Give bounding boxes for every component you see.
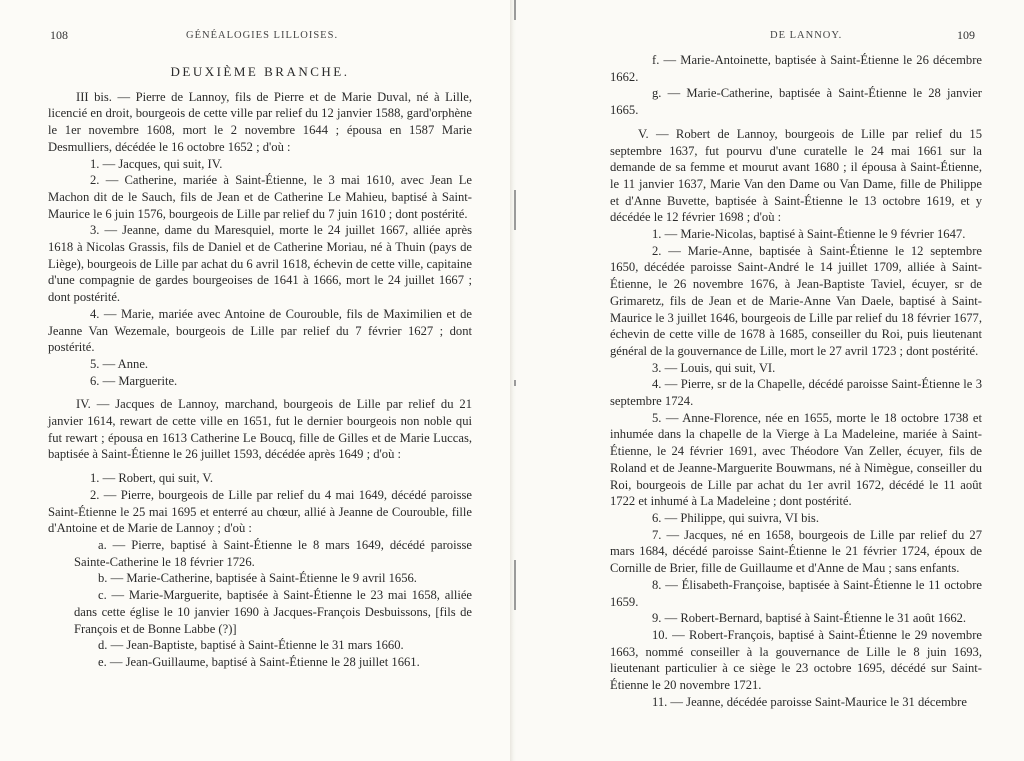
- sub-list-item: e. — Jean-Guillaume, baptisé à Saint-Étienne le 28 juillet 1661.: [98, 654, 420, 669]
- list-item: 6. — Philippe, qui suivra, VI bis.: [652, 510, 819, 525]
- gutter-mark: [514, 190, 516, 230]
- list-item: 5. — Anne-Florence, née en 1655, morte le 18 octobre 1738 et inhumée dans la chapelle de la Vierge à La Madeleine, mariée à Saint-Étienne, le 24 février 1691, avec Théodore Van Zeller, écuyer, fils de Roland et de Jeanne-Marguerite Bouwmans, né à Nimègue, conseiller du Roi, bourgeois de Lille par achat du 1er avril 1672, décédé le 11 août 1722 et inhumé à La Madeleine ; dont postérité.: [610, 410, 982, 509]
- page-number-right: 109: [957, 28, 975, 42]
- paragraph: III bis. — Pierre de Lannoy, fils de Pierre et de Marie Duval, né à Lille, licencié en droit, bourgeois de cette ville par relief du 12 janvier 1588, gard'orphène le 1er novembre 1608, mort le 2 novembre 1644 ; épousa en 1587 Marie Desmulliers, décédée le 16 octobre 1652 ; d'où :: [48, 89, 472, 154]
- sub-list-item: a. — Pierre, baptisé à Saint-Étienne le 8 mars 1649, décédé paroisse Sainte-Catherine le 18 février 1726.: [74, 537, 472, 569]
- list-item: 4. — Marie, mariée avec Antoine de Courouble, fils de Maximilien et de Jeanne Van Wezemale, bourgeois de Lille par relief du 7 février 1627 ; dont postérité.: [48, 306, 472, 355]
- list-item: 1. — Robert, qui suit, V.: [90, 471, 214, 486]
- gutter-mark: [514, 380, 516, 386]
- right-page: [512, 0, 1024, 761]
- sub-list-item: f. — Marie-Antoinette, baptisée à Saint-Étienne le 26 décembre 1662.: [610, 53, 982, 84]
- sub-list-item: g. — Marie-Catherine, baptisée à Saint-Étienne le 28 janvier 1665.: [610, 86, 982, 118]
- sub-list-item: c. — Marie-Marguerite, baptisée à Saint-Étienne le 23 mai 1658, alliée dans cette église le 10 janvier 1690 à Jacques-François Desbuissons, [fils de François et de Bonne Labbe (?)]: [74, 588, 472, 636]
- list-item: 4. — Pierre, sr de la Chapelle, décédé paroisse Saint-Étienne le 3 septembre 1724.: [610, 377, 982, 409]
- right-text-column: [610, 52, 982, 710]
- list-item: 6. — Marguerite.: [90, 373, 178, 388]
- list-item: 5. — Anne.: [90, 356, 149, 371]
- left-text-column: [48, 64, 472, 671]
- list-item: 3. — Louis, qui suit, VI.: [652, 360, 776, 375]
- paragraph: V. — Robert de Lannoy, bourgeois de Lille par relief du 15 septembre 1637, fut pourvu d'une curatelle le 24 mai 1661 sur la demande de sa femme et mourut avant 1680 ; il épousa à Saint-Étienne, le 11 janvier 1637, Marie Van den Dame ou Van Dame, fille de Philippe et d'Anne Buvette, baptisée à Saint-Étienne le 13 octobre 1619, et y décédée le 12 février 1698 ; d'où :: [610, 126, 982, 225]
- list-item: 1. — Jacques, qui suit, IV.: [90, 156, 223, 171]
- sub-list-item: d. — Jean-Baptiste, baptisé à Saint-Étienne le 31 mars 1660.: [98, 638, 404, 653]
- gutter-mark: [514, 560, 516, 610]
- list-item: 2. — Catherine, mariée à Saint-Étienne, le 3 mai 1610, avec Jean Le Machon dit de le Sauch, fils de Jean et de Catherine Le Mahieu, baptisé à Saint-Maurice le 6 juin 1576, bourgeois de Lille par relief du 7 juin 1610 ; dont postérité.: [48, 173, 472, 221]
- gutter-mark: [514, 0, 516, 20]
- list-item: 3. — Jeanne, dame du Maresquiel, morte le 24 juillet 1667, alliée après 1618 à Nicolas Grassis, fils de Daniel et de Catherine Moriau, né à Thuin (pays de Liège), bourgeois de Lille par achat du 6 avril 1618, échevin de cette ville, capitaine d'une compagnie de gardes bourgeoises de 1641 à 1666, mort le 24 juillet 1667 ; dont postérité.: [48, 223, 472, 305]
- list-item: 2. — Marie-Anne, baptisée à Saint-Étienne le 12 septembre 1650, décédée paroisse Saint-André le 14 juillet 1709, alliée à Saint-Étienne, le 26 novembre 1676, à Jean-Baptiste Taviel, écuyer, sr de Grimaretz, fils de Jean et de Marie-Anne Van Daele, baptisé à Saint-Maurice le 3 juillet 1646, bourgeois de Lille par relief du 18 février 1677, échevin de cette ville de 1678 à 1685, conseiller du Roi, puis lieutenant général de la gouvernance de Lille, mort le 27 avril 1723 ; dont postérité.: [610, 243, 982, 358]
- list-item: 7. — Jacques, né en 1658, bourgeois de Lille par relief du 27 mars 1684, décédé paroisse Saint-Étienne le 21 février 1724, époux de Cornille de Brier, fille de Guillaume et d'Anne de Mau ; sans enfants.: [610, 527, 982, 576]
- list-item: 1. — Marie-Nicolas, baptisé à Saint-Étienne le 9 février 1647.: [652, 227, 966, 242]
- page-number-left: 108: [50, 28, 68, 42]
- list-item: 11. — Jeanne, décédée paroisse Saint-Maurice le 31 décembre: [652, 694, 967, 709]
- section-title: DEUXIÈME BRANCHE.: [170, 64, 350, 79]
- list-item: 2. — Pierre, bourgeois de Lille par relief du 4 mai 1649, décédé paroisse Saint-Étienne le 25 mai 1695 et enterré au chœur, allié à Jeanne de Courouble, fille d'Antoine et de Marie de Lannoy ; d'où :: [48, 487, 472, 536]
- list-item: 9. — Robert-Bernard, baptisé à Saint-Étienne le 31 août 1662.: [652, 611, 967, 626]
- running-head-right: DE LANNOY.: [770, 30, 843, 41]
- running-head-left: GÉNÉALOGIES LILLOISES.: [186, 30, 339, 41]
- paragraph: IV. — Jacques de Lannoy, marchand, bourgeois de Lille par relief du 21 janvier 1614, rewart de cette ville en 1651, fut le dernier bourgeois non noble qui fut rewart ; épousa en 1613 Catherine Le Boucq, fille de Gilles et de Marie Luccas, baptisée à Saint-Étienne le 26 juillet 1593, décédée après 1649 ; d'où :: [48, 397, 472, 462]
- list-item: 10. — Robert-François, baptisé à Saint-Étienne le 29 novembre 1663, nommé conseiller à la gouvernance de Lille le 8 juin 1693, lieutenant particulier à ce siège le 23 octobre 1695, décédé sur Saint-Étienne le 20 novembre 1721.: [610, 627, 982, 693]
- list-item: 8. — Élisabeth-Françoise, baptisée à Saint-Étienne le 11 octobre 1659.: [610, 577, 982, 609]
- sub-list-item: b. — Marie-Catherine, baptisée à Saint-Étienne le 9 avril 1656.: [98, 571, 417, 586]
